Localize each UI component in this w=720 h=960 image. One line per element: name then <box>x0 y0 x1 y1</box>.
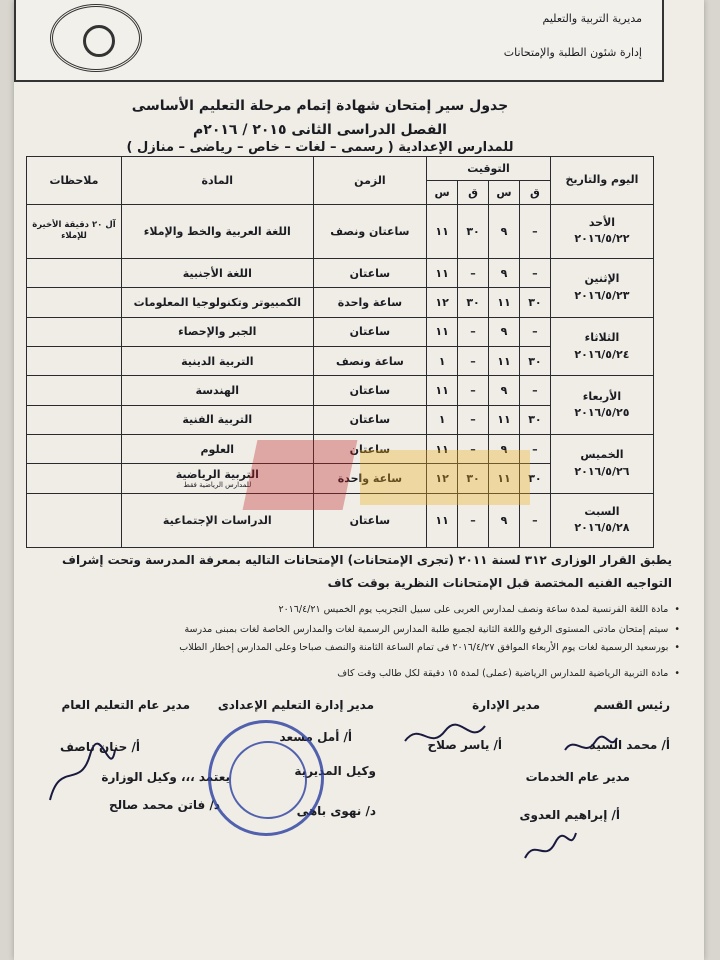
day-date: ٢٠١٦/٥/٢٦ <box>574 464 630 478</box>
notes <box>27 464 122 493</box>
to-minute: – <box>458 434 489 463</box>
notes <box>27 493 122 547</box>
subject-cell <box>121 464 313 493</box>
col-header-from-min: ق <box>519 180 550 204</box>
sig-head-section-name: أ/ محمد السيد <box>589 738 670 752</box>
subject-cell <box>121 376 313 405</box>
subject: الهندسة <box>195 383 240 397</box>
day-name: الإثنين <box>584 272 620 286</box>
to-hour: ١٢ <box>427 288 458 317</box>
day-cell <box>550 259 653 318</box>
from-minute: – <box>519 317 550 346</box>
sig-gen-director-name: أ/ حنان ناصف <box>59 740 140 754</box>
to-minute: – <box>458 259 489 288</box>
day-date: ٢٠١٦/٥/٢٨ <box>574 521 630 535</box>
from-hour: ٩ <box>489 376 520 405</box>
from-hour: ١١ <box>489 464 520 493</box>
notes <box>27 376 122 405</box>
subject: الجبر والإحصاء <box>178 325 257 339</box>
sig-prep-director: مدير إدارة التعليم الإعدادى <box>217 698 374 712</box>
from-minute: – <box>519 493 550 547</box>
notes <box>27 347 122 376</box>
subject: الدراسات الإجتماعية <box>162 513 272 527</box>
table-row <box>27 493 654 547</box>
day-date: ٢٠١٦/٥/٢٤ <box>574 347 630 361</box>
exam-schedule-table <box>26 156 654 548</box>
subject: العلوم <box>200 442 235 456</box>
directorate-name: مديرية التربية والتعليم <box>542 12 642 25</box>
duration: ساعتان <box>313 493 426 547</box>
col-header-duration: الزمن <box>313 157 426 205</box>
to-hour: ١ <box>427 347 458 376</box>
letterhead <box>14 0 664 82</box>
subject: التربية الفنية <box>182 413 253 427</box>
duration: ساعتان <box>313 405 426 434</box>
doc-term: الفصل الدراسى الثانى ٢٠١٥ / ٢٠١٦م <box>193 122 447 138</box>
subject: اللغة العربية والخط والإملاء <box>143 224 291 238</box>
from-hour: ١١ <box>489 347 520 376</box>
to-minute: – <box>458 405 489 434</box>
day-date: ٢٠١٦/٥/٢٢ <box>574 232 630 246</box>
day-cell <box>550 376 653 435</box>
col-header-timing: التوقيت <box>427 157 551 181</box>
from-minute: – <box>519 376 550 405</box>
sig-approve: يعتمد ،،، وكيل الوزارة <box>101 770 230 784</box>
to-minute: ٣٠ <box>458 204 489 258</box>
note-bullet: • بورسعيد الرسمية لغات يوم الأربعاء الموافق ٢٠١٦/٤/٢٧ فى تمام الساعة الثامنة والنصف صباحا وعلى المدارس إخطار الطلاب <box>179 642 680 653</box>
ministry-logo-icon <box>50 4 142 72</box>
from-minute: ٣٠ <box>519 288 550 317</box>
day-cell <box>550 493 653 547</box>
subject-cell <box>121 493 313 547</box>
day-name: الأربعاء <box>582 389 622 403</box>
to-minute: – <box>458 493 489 547</box>
official-seal-icon <box>208 720 324 836</box>
from-minute: ٣٠ <box>519 464 550 493</box>
doc-schools: للمدارس الإعدادية ( رسمى – لغات – خاص – رياضى – منازل ) <box>126 140 514 155</box>
subject: اللغة الأجنبية <box>182 266 252 280</box>
sig-deputy-directorate: وكيل المديرية <box>294 764 376 778</box>
to-hour: ١٢ <box>427 464 458 493</box>
subject-cell <box>121 405 313 434</box>
sig-services-director: مدير عام الخدمات <box>525 770 630 784</box>
table-row <box>27 376 654 405</box>
day-cell <box>550 317 653 376</box>
note-bullet: • سيتم إمتحان مادتى المستوى الرفيع واللغة الثانية لجميع طلبة المدارس الرسمية لغات والمدارس الخاصة لغات بمبنى مدرسة <box>184 624 680 635</box>
day-cell <box>550 204 653 258</box>
subject-cell <box>121 204 313 258</box>
day-name: الثلاثاء <box>584 331 620 345</box>
from-hour: ٩ <box>489 493 520 547</box>
subject-cell <box>121 259 313 288</box>
rule-line-2: التواجيه الفنيه المختصة قبل الإمتحانات النظرية بوقت كاف <box>327 576 672 590</box>
notes <box>27 317 122 346</box>
to-minute: – <box>458 376 489 405</box>
sig-head-section: رئيس القسم <box>593 698 670 712</box>
subject-cell <box>121 347 313 376</box>
subject: الكمبيوتر وتكنولوجيا المعلومات <box>133 296 301 310</box>
day-date: ٢٠١٦/٥/٢٣ <box>574 288 630 302</box>
from-minute: ٣٠ <box>519 347 550 376</box>
from-minute: – <box>519 434 550 463</box>
duration: ساعة ونصف <box>313 347 426 376</box>
from-hour: ٩ <box>489 317 520 346</box>
to-hour: ١١ <box>427 434 458 463</box>
table-row <box>27 204 654 258</box>
to-minute: – <box>458 347 489 376</box>
sig-admin-manager: مدير الإدارة <box>472 698 540 712</box>
from-minute: – <box>519 259 550 288</box>
to-minute: ٣٠ <box>458 288 489 317</box>
from-hour: ١١ <box>489 405 520 434</box>
day-name: السبت <box>584 504 620 518</box>
subject-cell <box>121 317 313 346</box>
rule-line-1: يطبق القرار الوزارى ٣١٢ لسنة ٢٠١١ (تجرى الإمتحانات) الإمتحانات التاليه بمعرفة المدرسة وتحت إشراف <box>62 553 672 567</box>
day-name: الخميس <box>580 448 624 462</box>
subject-cell <box>121 288 313 317</box>
from-hour: ٩ <box>489 204 520 258</box>
duration: ساعتان <box>313 434 426 463</box>
sig-admin-manager-name: أ/ ياسر صلاح <box>427 738 502 752</box>
to-hour: ١١ <box>427 376 458 405</box>
to-hour: ١١ <box>427 317 458 346</box>
duration: ساعتان <box>313 317 426 346</box>
col-header-to-hour: س <box>427 180 458 204</box>
note-bullet: • مادة اللغة الفرنسية لمدة ساعة ونصف لمدارس العربى على سبيل التجريب يوم الخميس ٢٠١٦/٤/٢١ <box>278 604 680 615</box>
notes <box>27 259 122 288</box>
subject-note: للمدارس الرياضية فقط <box>183 480 252 489</box>
duration: ساعتان <box>313 259 426 288</box>
day-date: ٢٠١٦/٥/٢٥ <box>574 406 630 420</box>
to-hour: ١١ <box>427 204 458 258</box>
to-minute: ٣٠ <box>458 464 489 493</box>
sig-gen-director: مدير عام التعليم العام <box>61 698 190 712</box>
day-name: الأحد <box>588 215 616 229</box>
table-row <box>27 259 654 288</box>
notes: آل ٢٠ دقيقة الأخيرة للإملاء <box>27 204 122 258</box>
subject: التربية الدينية <box>181 354 254 368</box>
to-minute: – <box>458 317 489 346</box>
col-header-to-min: ق <box>458 180 489 204</box>
subject-cell <box>121 434 313 463</box>
sig-minister-deputy-name: د/ فاتن محمد صالح <box>108 798 220 812</box>
department-name: إدارة شئون الطلبة والإمتحانات <box>503 46 642 59</box>
to-hour: ١١ <box>427 493 458 547</box>
from-hour: ٩ <box>489 259 520 288</box>
subject: التربية الرياضية <box>175 467 259 481</box>
from-minute: – <box>519 204 550 258</box>
col-header-from-hour: س <box>489 180 520 204</box>
duration: ساعتان ونصف <box>313 204 426 258</box>
notes <box>27 434 122 463</box>
sig-deputy-directorate-name: د/ نهوى باهى <box>296 804 376 818</box>
duration: ساعة واحدة <box>313 464 426 493</box>
sig-prep-director-name: أ/ أمل مسعد <box>279 730 352 744</box>
col-header-notes: ملاحظات <box>27 157 122 205</box>
to-hour: ١١ <box>427 259 458 288</box>
to-hour: ١ <box>427 405 458 434</box>
duration: ساعة واحدة <box>313 288 426 317</box>
duration: ساعتان <box>313 376 426 405</box>
col-header-day: اليوم والتاريخ <box>550 157 653 205</box>
from-minute: ٣٠ <box>519 405 550 434</box>
table-row <box>27 317 654 346</box>
table-row <box>27 434 654 463</box>
from-hour: ١١ <box>489 288 520 317</box>
notes <box>27 288 122 317</box>
day-cell <box>550 434 653 493</box>
doc-title: جدول سير إمتحان شهادة إتمام مرحلة التعليم الأساسى <box>131 98 509 114</box>
notes <box>27 405 122 434</box>
from-hour: ٩ <box>489 434 520 463</box>
sig-services-director-name: أ/ إبراهيم العدوى <box>519 808 620 822</box>
col-header-subject: المادة <box>121 157 313 205</box>
note-bullet: • مادة التربية الرياضية للمدارس الرياضية (عملى) لمدة ١٥ دقيقة لكل طالب وقت كاف <box>337 668 680 679</box>
